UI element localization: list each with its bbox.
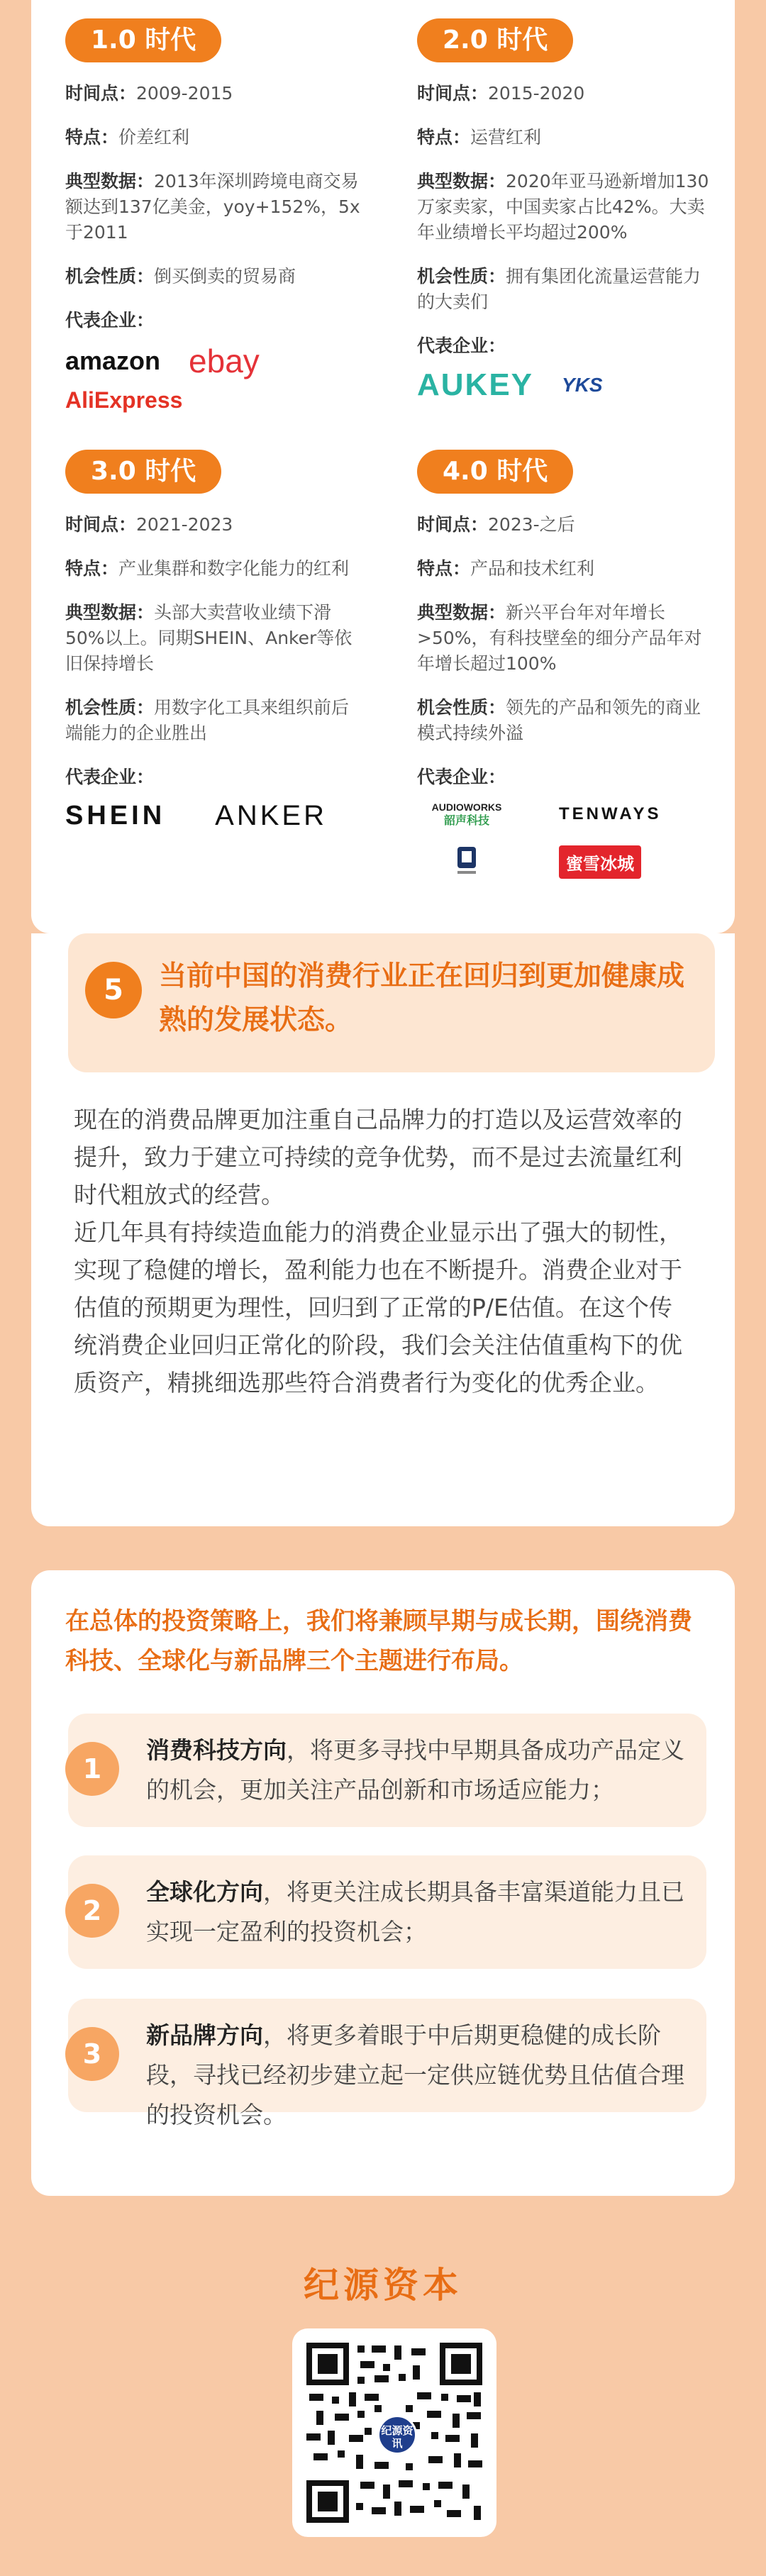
- number-badge: 1: [65, 1742, 119, 1796]
- strategy-item-text: 全球化方向，将更关注成长期具备丰富渠道能力且已实现一定盈利的投资机会；: [146, 1878, 684, 1945]
- era-body: [65, 512, 366, 832]
- era-logos-label: 代表企业：: [65, 767, 155, 787]
- era-row-time: 时间点：2015-2020: [417, 83, 585, 104]
- era-row-data: 典型数据：2013年深圳跨境电商交易额达到137亿美金，yoy+152%，5x于2011: [65, 171, 360, 243]
- era-row-opportunity: 机会性质：领先的产品和领先的商业模式持续外溢: [417, 697, 701, 743]
- era-row-opportunity: 机会性质：用数字化工具来组织前后端能力的企业胜出: [65, 697, 350, 743]
- era-row-time: 时间点：2021-2023: [65, 514, 233, 535]
- era-badge: 2.0 时代: [417, 18, 573, 62]
- aliexpress-logo: AliExpress: [65, 387, 183, 413]
- mixue-logo: 蜜雪冰城: [559, 845, 641, 879]
- logo-row: [65, 342, 366, 413]
- qr-center-logo: 纪源资讯: [377, 2415, 417, 2455]
- era-body: [417, 81, 718, 403]
- logo-row: [417, 367, 718, 403]
- number-badge: 3: [65, 2027, 119, 2081]
- strategy-item-new-brand: [68, 1999, 706, 2128]
- era-row-opportunity: 机会性质：倒买倒卖的贸易商: [65, 266, 296, 287]
- ebay-logo: ebay: [189, 343, 260, 379]
- conclusion-title: 当前中国的消费行业正在回归到更加健康成熟的发展状态。: [159, 960, 685, 1036]
- era-row-time: 时间点：2023-之后: [417, 514, 575, 535]
- era-row-opportunity: 机会性质：拥有集团化流量运营能力的大卖们: [417, 266, 701, 312]
- strategy-item-text: 新品牌方向，将更多着眼于中后期更稳健的成长阶段，寻找已经初步建立起一定供应链优势且估值合理的投资机会。: [146, 2021, 684, 2128]
- qr-code[interactable]: [292, 2328, 496, 2537]
- number-badge: 5: [85, 962, 142, 1018]
- aukey-logo: AUKEY: [417, 367, 534, 402]
- era-badge: 3.0 时代: [65, 450, 221, 494]
- conclusion-card: [31, 933, 735, 1526]
- era-logos-label: 代表企业：: [417, 767, 506, 787]
- era-logos-label: 代表企业：: [65, 310, 155, 331]
- era-row-data: 典型数据：2020年亚马逊新增加130万家卖家，中国卖家占比42%。大卖年业绩增长平均超过200%: [417, 171, 709, 243]
- era-4: [383, 450, 735, 879]
- bottle-icon: [417, 844, 516, 879]
- strategy-card: [31, 1570, 735, 2196]
- strategy-item-consumer-tech: [68, 1714, 706, 1827]
- audioworks-logo: AUDIOWORKS 韶声科技: [431, 801, 502, 827]
- era-badge: 4.0 时代: [417, 450, 573, 494]
- yks-logo: YKS: [562, 374, 603, 396]
- logo-row: [65, 800, 366, 832]
- shein-logo: SHEIN: [65, 801, 166, 831]
- era-2: [383, 18, 735, 403]
- era-row-feature: 特点：产业集群和数字化能力的红利: [65, 558, 350, 579]
- era-row-data: 典型数据：新兴平台年对年增长>50%，有科技壁垒的细分产品年对年增长超过100%: [417, 602, 702, 674]
- conclusion-header: [68, 933, 715, 1072]
- era-row-time: 时间点：2009-2015: [65, 83, 233, 104]
- era-body: [417, 512, 718, 879]
- era-row-data: 典型数据：头部大卖营收业绩下滑50%以上。同期SHEIN、Anker等依旧保持增长: [65, 602, 353, 674]
- era-3: [31, 450, 383, 832]
- era-row-feature: 特点：产品和技术红利: [417, 558, 595, 579]
- anker-logo: ANKER: [215, 800, 327, 831]
- logo-row: [417, 800, 718, 879]
- era-body: [65, 81, 366, 413]
- conclusion-body: [74, 1101, 692, 1401]
- strategy-intro: 在总体的投资策略上，我们将兼顾早期与成长期，围绕消费科技、全球化与新品牌三个主题进行布局。: [65, 1607, 692, 1675]
- number-badge: 2: [65, 1884, 119, 1938]
- era-logos-label: 代表企业：: [417, 335, 506, 356]
- strategy-item-text: 消费科技方向，将更多寻找中早期具备成功产品定义的机会，更加关注产品创新和市场适应能力；: [146, 1736, 684, 1804]
- era-1: [31, 18, 383, 413]
- era-row-feature: 特点：运营红利: [417, 127, 542, 148]
- era-row-feature: 特点：价差红利: [65, 127, 190, 148]
- tenways-logo: TENWAYS: [559, 804, 662, 823]
- strategy-item-globalization: [68, 1855, 706, 1969]
- conclusion-paragraph: 现在的消费品牌更加注重自己品牌力的打造以及运营效率的提升，致力于建立可持续的竞争优势，而不是过去流量红利时代粗放式的经营。: [74, 1106, 682, 1209]
- era-badge: 1.0 时代: [65, 18, 221, 62]
- era-panel: [31, 0, 735, 933]
- conclusion-paragraph: 近几年具有持续造血能力的消费企业显示出了强大的韧性，实现了稳健的增长，盈利能力也在不断提升。消费企业对于估值的预期更为理性，回归到了正常的P/E估值。在这个传统消费企业回归正常化的阶段，我们会关注估值重构下的优质资产，精挑细选那些符合消费者行为变化的优秀企业。: [74, 1218, 682, 1397]
- brand-name: 纪源资本: [304, 2265, 462, 2306]
- amazon-logo: amazon: [65, 346, 161, 375]
